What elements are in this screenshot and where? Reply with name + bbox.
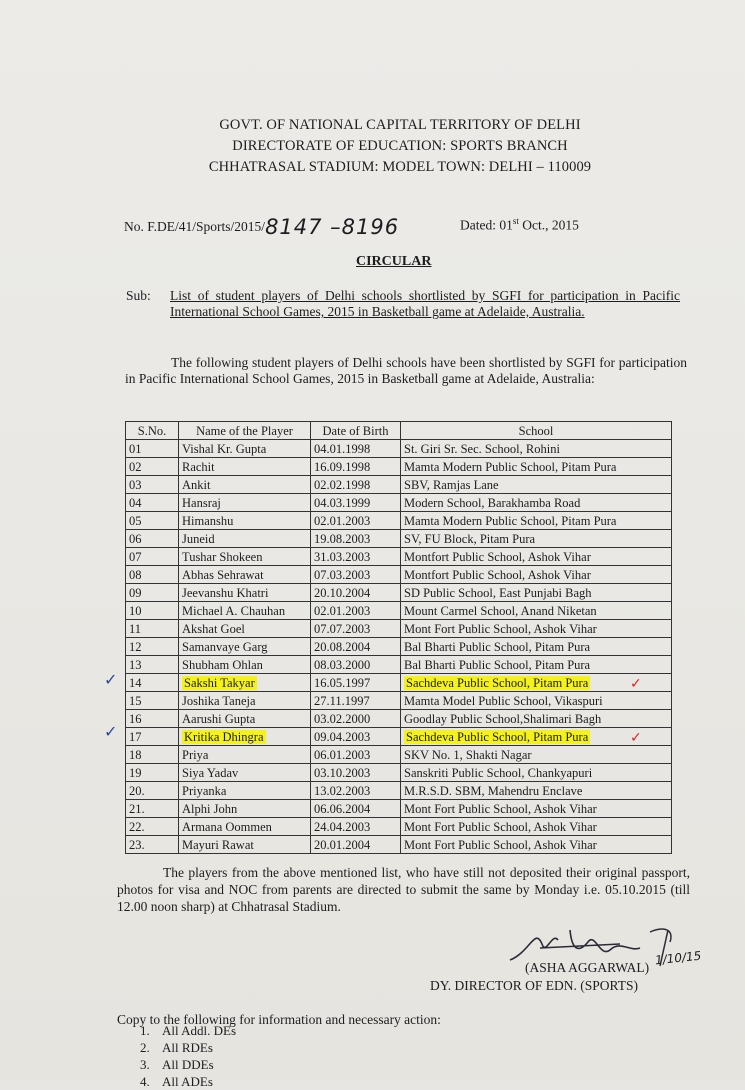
cell-school [401,548,672,566]
cell-dob [311,584,401,602]
cell-sno [126,602,179,620]
cell-school [401,512,672,530]
cell-sno-text: 05 [129,513,142,528]
cell-name [179,692,311,710]
cell-dob [311,656,401,674]
cell-dob-text: 07.07.2003 [314,621,371,636]
cell-school-text: Goodlay Public School,Shalimari Bagh [404,711,602,726]
table-row [126,620,672,638]
cell-school-text: SBV, Ramjas Lane [404,477,499,492]
cell-dob [311,728,401,746]
cell-dob-text: 03.10.2003 [314,765,371,780]
tick-mark-row-17: ✓ [104,722,118,741]
table-row [126,656,672,674]
cell-school [401,440,672,458]
cell-name [179,458,311,476]
cell-sno [126,764,179,782]
copy-to-intro: Copy to the following for information and necessary action: [117,1012,441,1027]
cell-sno-text: 17 [129,729,142,744]
cell-name [179,710,311,728]
header-line-2: DIRECTORATE OF EDUCATION: SPORTS BRANCH [232,138,568,154]
cell-dob [311,710,401,728]
cell-dob-text: 09.04.2003 [314,729,371,744]
cell-dob [311,512,401,530]
cell-school [401,764,672,782]
list-item [140,1056,236,1073]
cell-sno-text: 19 [129,765,142,780]
cell-name-text: Siya Yadav [182,765,239,780]
cell-name [179,746,311,764]
cell-school [401,818,672,836]
reference-number [124,212,400,239]
cell-name [179,818,311,836]
cell-school [401,692,672,710]
cell-school [401,584,672,602]
cell-school-text: Mont Fort Public School, Ashok Vihar [404,819,597,834]
header-sno: S.No. [126,422,179,440]
cell-school [401,710,672,728]
cell-sno-text: 12 [129,639,142,654]
table-header-row [126,422,672,440]
cell-school-text: Montfort Public School, Ashok Vihar [404,549,591,564]
cell-dob [311,836,401,854]
cell-school-text: Sachdeva Public School, Pitam Pura [406,675,589,690]
table-row [126,836,672,854]
cell-school-text: M.R.S.D. SBM, Mahendru Enclave [404,783,583,798]
table-row [126,746,672,764]
cell-sno [126,458,179,476]
cell-sno-text: 03 [129,477,142,492]
cell-name-text: Juneid [182,531,215,546]
cell-sno [126,746,179,764]
intro-paragraph: The following student players of Delhi schools have been shortlisted by SGFI for participation in Pacific International School Games, 2015 in Basketball game at Adelaide, Australia: [125,355,687,386]
cell-name-text: Aarushi Gupta [182,711,256,726]
cell-name [179,602,311,620]
table-row [126,602,672,620]
cell-sno [126,710,179,728]
copy-item-num: 3. [140,1057,150,1072]
cell-dob [311,476,401,494]
cell-sno [126,782,179,800]
cell-dob [311,800,401,818]
table-row [126,710,672,728]
cell-name [179,620,311,638]
cell-name [179,782,311,800]
cell-name-text: Samanvaye Garg [182,639,268,654]
players-table [125,421,672,854]
cell-dob-text: 06.01.2003 [314,747,371,762]
cell-name-text: Armana Oommen [182,819,272,834]
table-row [126,566,672,584]
closing-paragraph: The players from the above mentioned list, who have still not deposited their original passport, photos for visa and NOC from parents are directed to submit the same by Monday i.e. 05.10.2015 (till 12.00 noon sharp) at Chhatrasal Stadium. [117,865,690,914]
cell-name [179,728,311,746]
cell-sno-text: 10 [129,603,142,618]
cell-school-text: Mamta Model Public School, Vikaspuri [404,693,603,708]
cell-sno-text: 15 [129,693,142,708]
cell-dob-text: 19.08.2003 [314,531,371,546]
cell-dob-text: 20.01.2004 [314,837,371,852]
cell-school [401,566,672,584]
cell-school-text: Sanskriti Public School, Chankyapuri [404,765,593,780]
cell-dob [311,602,401,620]
cell-name-text: Joshika Taneja [182,693,256,708]
cell-school-text: Bal Bharti Public School, Pitam Pura [404,639,591,654]
cell-sno [126,512,179,530]
cell-name [179,800,311,818]
cell-sno-text: 21. [129,801,145,816]
cell-dob-text: 04.01.1998 [314,441,371,456]
table-row [126,800,672,818]
table-row [126,458,672,476]
cell-dob-text: 06.06.2004 [314,801,371,816]
cell-sno [126,584,179,602]
cell-name-text: Jeevanshu Khatri [182,585,269,600]
cell-dob [311,548,401,566]
cell-dob [311,458,401,476]
cell-dob-text: 31.03.2003 [314,549,371,564]
cell-dob-text: 02.02.1998 [314,477,371,492]
cell-sno-text: 02 [129,459,142,474]
cell-dob-text: 07.03.2003 [314,567,371,582]
cell-sno [126,494,179,512]
cell-sno [126,530,179,548]
table-row [126,692,672,710]
cell-name-text: Kritika Dhingra [184,729,264,744]
cell-school [401,530,672,548]
cell-dob-text: 16.09.1998 [314,459,371,474]
reference-handwritten: 8147 –8196 [265,215,400,239]
reference-prefix: No. F.DE/41/Sports/2015/ [124,219,266,234]
cell-school-text: SKV No. 1, Shakti Nagar [404,747,532,762]
cell-name [179,494,311,512]
cell-school [401,836,672,854]
cell-dob-text: 08.03.2000 [314,657,371,672]
table-row [126,530,672,548]
cell-dob-text: 04.03.1999 [314,495,371,510]
cell-dob-text: 16.05.1997 [314,675,371,690]
cell-name [179,440,311,458]
cell-school-text: SV, FU Block, Pitam Pura [404,531,536,546]
cell-sno [126,476,179,494]
dated-rest: Oct., 2015 [518,217,579,233]
cell-sno-text: 07 [129,549,142,564]
cell-sno-text: 13 [129,657,142,672]
cell-dob-text: 20.08.2004 [314,639,371,654]
table-row [126,728,672,746]
cell-dob [311,764,401,782]
cell-sno-text: 16 [129,711,142,726]
header-name: Name of the Player [179,422,311,440]
cell-name [179,512,311,530]
copy-item-num: 2. [140,1040,150,1055]
cell-dob-text: 27.11.1997 [314,693,370,708]
cell-name-text: Priyanka [182,783,227,798]
list-item [140,1073,236,1089]
cell-name [179,584,311,602]
cell-sno [126,836,179,854]
cell-name [179,548,311,566]
tick-mark-row-14: ✓ [104,670,118,689]
header-line-1: GOVT. OF NATIONAL CAPITAL TERRITORY OF DELHI [219,117,581,133]
cell-name [179,764,311,782]
cell-dob-text: 24.04.2003 [314,819,371,834]
cell-name-text: Vishal Kr. Gupta [182,441,267,456]
cell-name [179,566,311,584]
cell-sno-text: 11 [129,621,142,636]
copy-item-num: 4. [140,1074,150,1089]
cell-school-text: Mamta Modern Public School, Pitam Pura [404,459,617,474]
circular-title: CIRCULAR [356,254,432,269]
cell-school-text: Modern School, Barakhamba Road [404,495,581,510]
cell-sno [126,800,179,818]
cell-school [401,656,672,674]
cell-dob [311,818,401,836]
cell-sno-text: 09 [129,585,142,600]
cell-name-text: Ankit [182,477,211,492]
cell-name-text: Alphi John [182,801,238,816]
cell-name [179,836,311,854]
cell-name-text: Hansraj [182,495,221,510]
cell-sno [126,818,179,836]
cell-sno [126,440,179,458]
header-dob: Date of Birth [311,422,401,440]
header-school: School [401,422,672,440]
table-row [126,638,672,656]
cell-school [401,602,672,620]
cell-name [179,476,311,494]
cell-school-text: Mont Fort Public School, Ashok Vihar [404,621,597,636]
cell-sno-text: 18 [129,747,142,762]
cell-dob-text: 20.10.2004 [314,585,371,600]
cell-name-text: Rachit [182,459,215,474]
cell-name-text: Sakshi Takyar [184,675,255,690]
cell-sno [126,566,179,584]
list-item [140,1022,236,1039]
cell-dob [311,566,401,584]
cell-name [179,674,311,692]
copy-to-list [140,1022,237,1089]
table-row [126,584,672,602]
cell-sno-text: 14 [129,675,142,690]
table-row [126,782,672,800]
cell-school-text: SD Public School, East Punjabi Bagh [404,585,592,600]
cell-dob [311,638,401,656]
cell-sno-text: 23. [129,837,145,852]
cell-sno-text: 01 [129,441,142,456]
subject-label: Sub: [126,288,151,303]
signatory-designation: DY. DIRECTOR OF EDN. (SPORTS) [430,978,638,993]
table-row [126,818,672,836]
cell-name-text: Mayuri Rawat [182,837,254,852]
dated [460,216,579,234]
cell-dob [311,692,401,710]
cell-sno [126,674,179,692]
cell-school-text: Mamta Modern Public School, Pitam Pura [404,513,617,528]
cell-name [179,530,311,548]
cell-school [401,782,672,800]
cell-dob [311,530,401,548]
signature-date: 1/10/15 [654,948,702,968]
cell-dob [311,494,401,512]
cell-sno [126,548,179,566]
cell-sno [126,728,179,746]
cell-sno-text: 04 [129,495,142,510]
cell-dob-text: 02.01.2003 [314,603,371,618]
table-row [126,440,672,458]
cell-school [401,638,672,656]
cell-dob [311,440,401,458]
table-row [126,494,672,512]
cell-name-text: Abhas Sehrawat [182,567,264,582]
cell-sno-text: 06 [129,531,142,546]
signatory-name: (ASHA AGGARWAL) [525,960,650,975]
cell-name-text: Tushar Shokeen [182,549,263,564]
cell-dob-text: 02.01.2003 [314,513,371,528]
copy-item-text: All DDEs [162,1057,214,1072]
cell-name [179,638,311,656]
table-body [126,440,672,854]
subject-text: List of student players of Delhi schools shortlisted by SGFI for participation in Pacific International School Games, 2015 in Basketball game at Adelaide, Australia. [170,288,680,319]
cell-name-text: Priya [182,747,209,762]
copy-item-text: All RDEs [162,1040,213,1055]
cell-dob-text: 03.02.2000 [314,711,371,726]
cell-school [401,494,672,512]
cell-sno [126,656,179,674]
cell-school-text: Mont Fort Public School, Ashok Vihar [404,837,597,852]
red-tick-row-14: ✓ [630,676,642,692]
red-tick-row-17: ✓ [630,730,642,746]
cell-dob [311,746,401,764]
cell-dob [311,620,401,638]
cell-school [401,458,672,476]
cell-school-text: Mount Carmel School, Anand Niketan [404,603,597,618]
cell-school [401,620,672,638]
cell-school [401,800,672,818]
cell-sno-text: 22. [129,819,145,834]
cell-name-text: Michael A. Chauhan [182,603,286,618]
cell-name-text: Shubham Ohlan [182,657,263,672]
cell-dob [311,782,401,800]
cell-sno-text: 08 [129,567,142,582]
table-row [126,512,672,530]
dated-label: Dated: 01 [460,217,513,233]
cell-dob [311,674,401,692]
cell-school-text: St. Giri Sr. Sec. School, Rohini [404,441,560,456]
copy-item-num: 1. [140,1023,150,1038]
list-item [140,1039,236,1056]
cell-name [179,656,311,674]
cell-name-text: Akshat Goel [182,621,245,636]
cell-name-text: Himanshu [182,513,234,528]
table-row [126,674,672,692]
cell-school [401,476,672,494]
copy-item-text: All Addl. DEs [162,1023,237,1038]
cell-school-text: Montfort Public School, Ashok Vihar [404,567,591,582]
cell-sno [126,620,179,638]
table-row [126,764,672,782]
cell-school-text: Bal Bharti Public School, Pitam Pura [404,657,591,672]
dated-sup: st [512,216,519,226]
table-row [126,548,672,566]
cell-sno-text: 20. [129,783,145,798]
table-row [126,476,672,494]
cell-school-text: Sachdeva Public School, Pitam Pura [406,729,589,744]
copy-item-text: All ADEs [162,1074,213,1089]
cell-sno [126,692,179,710]
cell-sno [126,638,179,656]
cell-school [401,746,672,764]
header-line-3: CHHATRASAL STADIUM: MODEL TOWN: DELHI – 110009 [208,159,592,175]
cell-dob-text: 13.02.2003 [314,783,371,798]
cell-school-text: Mont Fort Public School, Ashok Vihar [404,801,597,816]
